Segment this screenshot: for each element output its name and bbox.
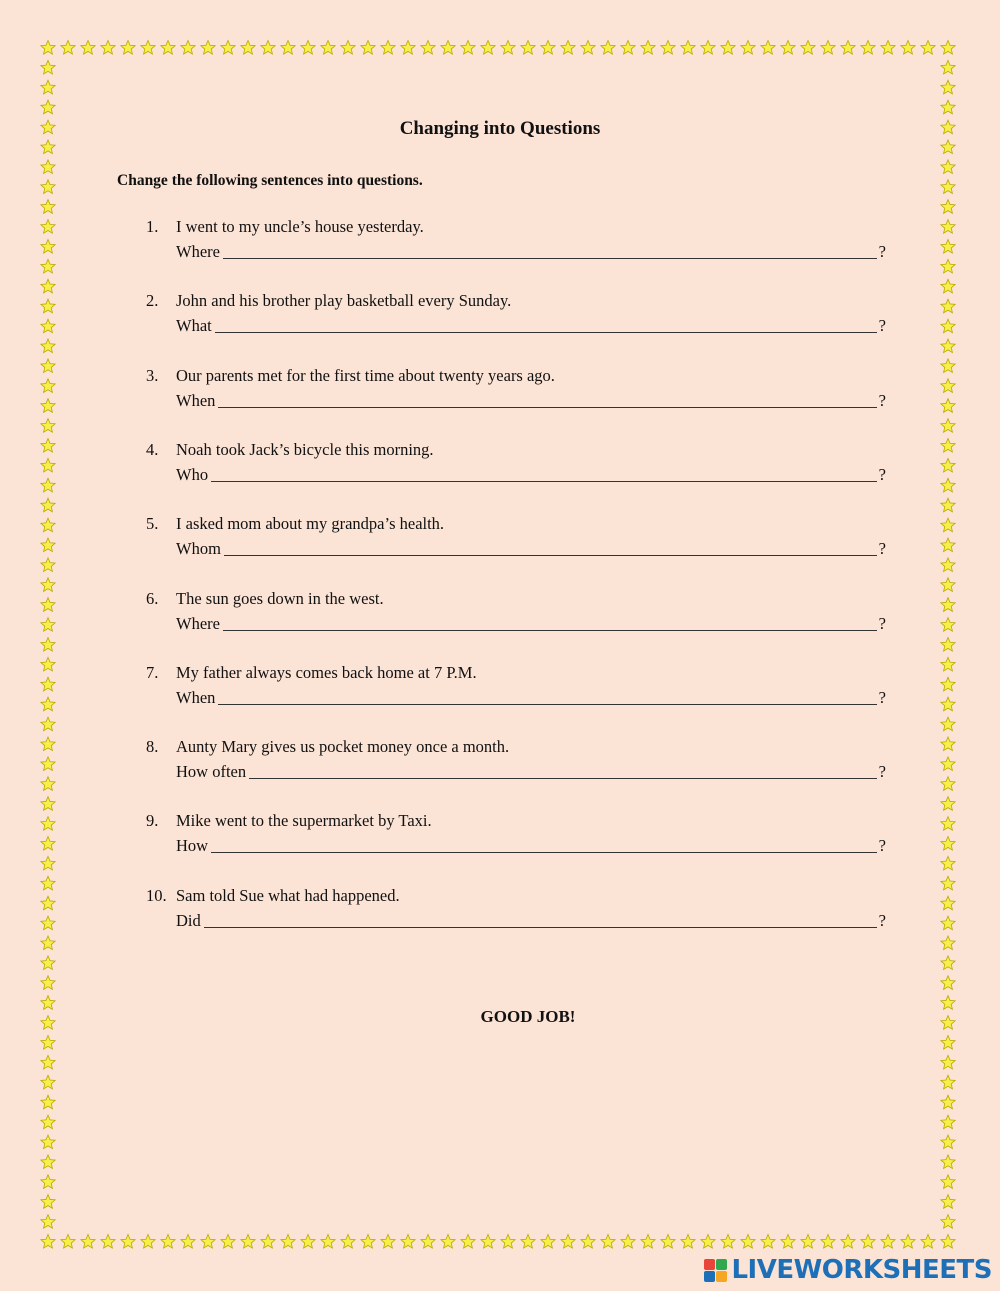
star-icon [941,876,955,890]
question-mark: ? [878,836,886,855]
answer-input[interactable] [211,832,877,853]
star-icon [41,677,55,691]
star-icon [621,1235,635,1249]
star-icon [41,1195,55,1209]
star-icon [641,41,655,55]
star-icon [941,458,955,472]
star-icon [441,1235,455,1249]
star-icon [161,41,175,55]
star-icon [41,41,55,55]
star-icon [941,1095,955,1109]
star-icon [421,1235,435,1249]
star-icon [321,41,335,55]
star-icon [41,757,55,771]
star-icon [941,1155,955,1169]
star-icon [941,518,955,532]
star-icon [681,41,695,55]
star-icon [41,399,55,413]
star-icon [941,856,955,870]
star-icon [161,1235,175,1249]
star-icon [41,319,55,333]
star-icon [41,379,55,393]
star-icon [781,41,795,55]
star-icon [41,180,55,194]
star-icon [301,41,315,55]
star-icon [941,777,955,791]
question-number: 4. [146,440,159,459]
star-icon [221,1235,235,1249]
question-item [146,807,886,856]
star-icon [121,1235,135,1249]
star-icon [941,339,955,353]
star-icon [941,478,955,492]
star-icon [501,41,515,55]
star-icon [81,41,95,55]
star-icon [661,1235,675,1249]
question-number: 3. [146,366,159,385]
star-icon [41,220,55,234]
question-item [146,659,886,708]
star-icon [41,259,55,273]
question-number: 7. [146,663,159,682]
star-icon [941,638,955,652]
answer-input[interactable] [211,461,877,482]
star-icon [741,1235,755,1249]
star-icon [41,976,55,990]
liveworksheets-logo [704,1255,992,1285]
question-number: 6. [146,589,159,608]
star-icon [41,160,55,174]
star-icon [41,856,55,870]
question-item [146,733,886,782]
star-icon [801,41,815,55]
star-icon [41,1055,55,1069]
star-icon [41,458,55,472]
question-prompt-word: How [176,836,209,855]
page-title: Changing into Questions [399,118,601,139]
star-icon [941,60,955,74]
star-icon [681,1235,695,1249]
star-icon [41,498,55,512]
star-icon [941,1055,955,1069]
star-icon [341,1235,355,1249]
star-icon [941,399,955,413]
star-icon [901,41,915,55]
star-icon [361,41,375,55]
star-icon [941,1215,955,1229]
star-icon [861,41,875,55]
star-icon [401,41,415,55]
star-icon [901,1235,915,1249]
star-icon [281,41,295,55]
question-item [146,882,886,931]
answer-input[interactable] [218,684,876,705]
star-icon [941,1036,955,1050]
star-icon [41,1095,55,1109]
star-icon [41,797,55,811]
star-icon [41,737,55,751]
star-icon [941,379,955,393]
star-icon [601,1235,615,1249]
star-icon [941,598,955,612]
star-icon [921,41,935,55]
star-icon [41,618,55,632]
star-icon [941,319,955,333]
star-icon [481,1235,495,1249]
question-item [146,213,886,262]
star-icon [521,1235,535,1249]
star-icon [941,677,955,691]
question-sentence: Noah took Jack’s bicycle this morning. [176,440,434,459]
star-icon [41,717,55,731]
question-item [146,436,886,485]
question-mark: ? [878,911,886,930]
star-icon [921,1235,935,1249]
star-icon [241,1235,255,1249]
star-icon [81,1235,95,1249]
answer-input[interactable] [204,907,877,928]
star-icon [141,41,155,55]
star-icon [941,936,955,950]
instruction-text: Change the following sentences into questions. [117,172,423,189]
star-icon [581,1235,595,1249]
answer-input[interactable] [249,758,877,779]
star-icon [941,558,955,572]
question-mark: ? [878,614,886,633]
answer-input[interactable] [218,387,876,408]
star-icon [441,41,455,55]
question-item [146,362,886,411]
star-icon [41,200,55,214]
logo-cube-icon [704,1259,727,1282]
star-icon [41,240,55,254]
star-icon [401,1235,415,1249]
star-icon [561,1235,575,1249]
star-icon [941,160,955,174]
star-icon [761,41,775,55]
star-icon [41,478,55,492]
question-mark: ? [878,391,886,410]
star-icon [941,299,955,313]
star-icon [381,1235,395,1249]
star-icon [941,1195,955,1209]
star-icon [41,339,55,353]
question-number: 2. [146,291,159,310]
star-icon [841,1235,855,1249]
star-icon [101,1235,115,1249]
star-icon [941,419,955,433]
question-sentence: I asked mom about my grandpa’s health. [176,514,445,533]
star-icon [941,200,955,214]
star-icon [881,1235,895,1249]
star-icon [941,578,955,592]
star-icon [941,717,955,731]
closing-message: GOOD JOB! [480,1007,576,1026]
star-icon [461,1235,475,1249]
question-prompt-word: Whom [176,539,221,558]
star-icon [41,419,55,433]
star-icon [941,618,955,632]
star-icon [721,41,735,55]
star-icon [41,1036,55,1050]
question-number: 5. [146,514,159,533]
star-icon [941,757,955,771]
star-icon [41,518,55,532]
star-icon [941,1115,955,1129]
star-icon [241,41,255,55]
question-prompt-word: When [176,688,216,707]
star-icon [381,41,395,55]
question-sentence: The sun goes down in the west. [176,589,384,608]
star-icon [541,41,555,55]
star-icon [721,1235,735,1249]
star-icon [41,60,55,74]
star-icon [461,41,475,55]
question-mark: ? [878,762,886,781]
star-icon [941,976,955,990]
question-prompt-word: How often [176,762,247,781]
star-icon [41,638,55,652]
question-prompt-word: When [176,391,216,410]
star-icon [421,41,435,55]
star-icon [941,737,955,751]
star-icon [881,41,895,55]
question-prompt-word: Did [176,911,201,930]
star-icon [481,41,495,55]
star-icon [941,956,955,970]
star-icon [561,41,575,55]
question-sentence: Aunty Mary gives us pocket money once a month. [176,737,510,756]
star-icon [41,896,55,910]
star-icon [41,1075,55,1089]
star-icon [941,1075,955,1089]
star-icon [701,41,715,55]
star-icon [941,220,955,234]
star-icon [941,100,955,114]
star-icon [941,259,955,273]
star-icon [801,1235,815,1249]
star-icon [761,1235,775,1249]
star-icon [841,41,855,55]
star-icon [201,1235,215,1249]
star-icon [601,41,615,55]
star-icon [41,1115,55,1129]
star-icon [941,538,955,552]
question-number: 1. [146,217,159,236]
star-icon [541,1235,555,1249]
star-icon [521,41,535,55]
star-icon [941,657,955,671]
star-icon [341,41,355,55]
question-mark: ? [878,539,886,558]
question-mark: ? [878,688,886,707]
star-icon [941,80,955,94]
star-icon [41,777,55,791]
star-icon [501,1235,515,1249]
star-icon [181,1235,195,1249]
star-icon [941,1175,955,1189]
star-icon [661,41,675,55]
star-icon [781,1235,795,1249]
star-icon [941,140,955,154]
star-icon [61,1235,75,1249]
star-icon [941,837,955,851]
star-icon [41,140,55,154]
question-prompt-word: Where [176,242,220,261]
star-icon [121,41,135,55]
star-icon [61,41,75,55]
star-icon [261,41,275,55]
star-icon [41,538,55,552]
star-icon [41,916,55,930]
star-icon [941,817,955,831]
question-sentence: Mike went to the supermarket by Taxi. [176,811,432,830]
question-mark: ? [878,316,886,335]
star-icon [941,359,955,373]
star-icon [581,41,595,55]
star-icon [941,279,955,293]
question-prompt-word: What [176,316,212,335]
star-icon [941,439,955,453]
answer-input[interactable] [223,610,877,631]
star-icon [941,1235,955,1249]
question-mark: ? [878,242,886,261]
star-icon [361,1235,375,1249]
star-icon [41,299,55,313]
star-icon [41,578,55,592]
star-icon [41,697,55,711]
star-icon [621,41,635,55]
answer-input[interactable] [223,238,877,259]
star-icon [941,697,955,711]
star-icon [41,100,55,114]
answer-input[interactable] [215,312,877,333]
question-sentence: John and his brother play basketball every Sunday. [176,291,512,310]
question-number: 8. [146,737,159,756]
star-icon [861,1235,875,1249]
star-icon [941,916,955,930]
question-prompt-word: Who [176,465,209,484]
star-icon [301,1235,315,1249]
question-prompt-word: Where [176,614,220,633]
question-item [146,510,886,559]
logo-text: LIVEWORKSHEETS [731,1255,992,1285]
star-icon [641,1235,655,1249]
star-icon [41,558,55,572]
star-icon [41,279,55,293]
star-icon [41,1235,55,1249]
star-icon [321,1235,335,1249]
star-icon [41,817,55,831]
star-icon [41,1175,55,1189]
star-icon [41,956,55,970]
star-icon [941,180,955,194]
star-icon [701,1235,715,1249]
question-item [146,287,886,336]
star-icon [941,240,955,254]
star-icon [141,1235,155,1249]
question-sentence: Our parents met for the first time about twenty years ago. [176,366,555,385]
star-icon [41,359,55,373]
star-icon [821,41,835,55]
star-icon [41,1215,55,1229]
star-icon [41,657,55,671]
star-icon [741,41,755,55]
star-icon [41,439,55,453]
question-sentence: My father always comes back home at 7 P.M. [176,663,477,682]
star-icon [821,1235,835,1249]
star-icon [41,837,55,851]
star-icon [181,41,195,55]
star-icon [41,1155,55,1169]
star-icon [941,896,955,910]
star-icon [281,1235,295,1249]
star-icon [941,498,955,512]
star-icon [41,1135,55,1149]
question-sentence: I went to my uncle’s house yesterday. [176,217,424,236]
question-number: 10. [146,886,167,905]
answer-input[interactable] [224,535,877,556]
star-icon [941,41,955,55]
star-icon [41,80,55,94]
star-icon [941,1135,955,1149]
star-icon [41,598,55,612]
star-icon [101,41,115,55]
star-icon [941,797,955,811]
question-sentence: Sam told Sue what had happened. [176,886,400,905]
question-mark: ? [878,465,886,484]
star-icon [201,41,215,55]
star-icon [41,936,55,950]
question-number: 9. [146,811,159,830]
question-item [146,585,886,634]
star-icon [41,876,55,890]
star-icon [261,1235,275,1249]
star-icon [221,41,235,55]
